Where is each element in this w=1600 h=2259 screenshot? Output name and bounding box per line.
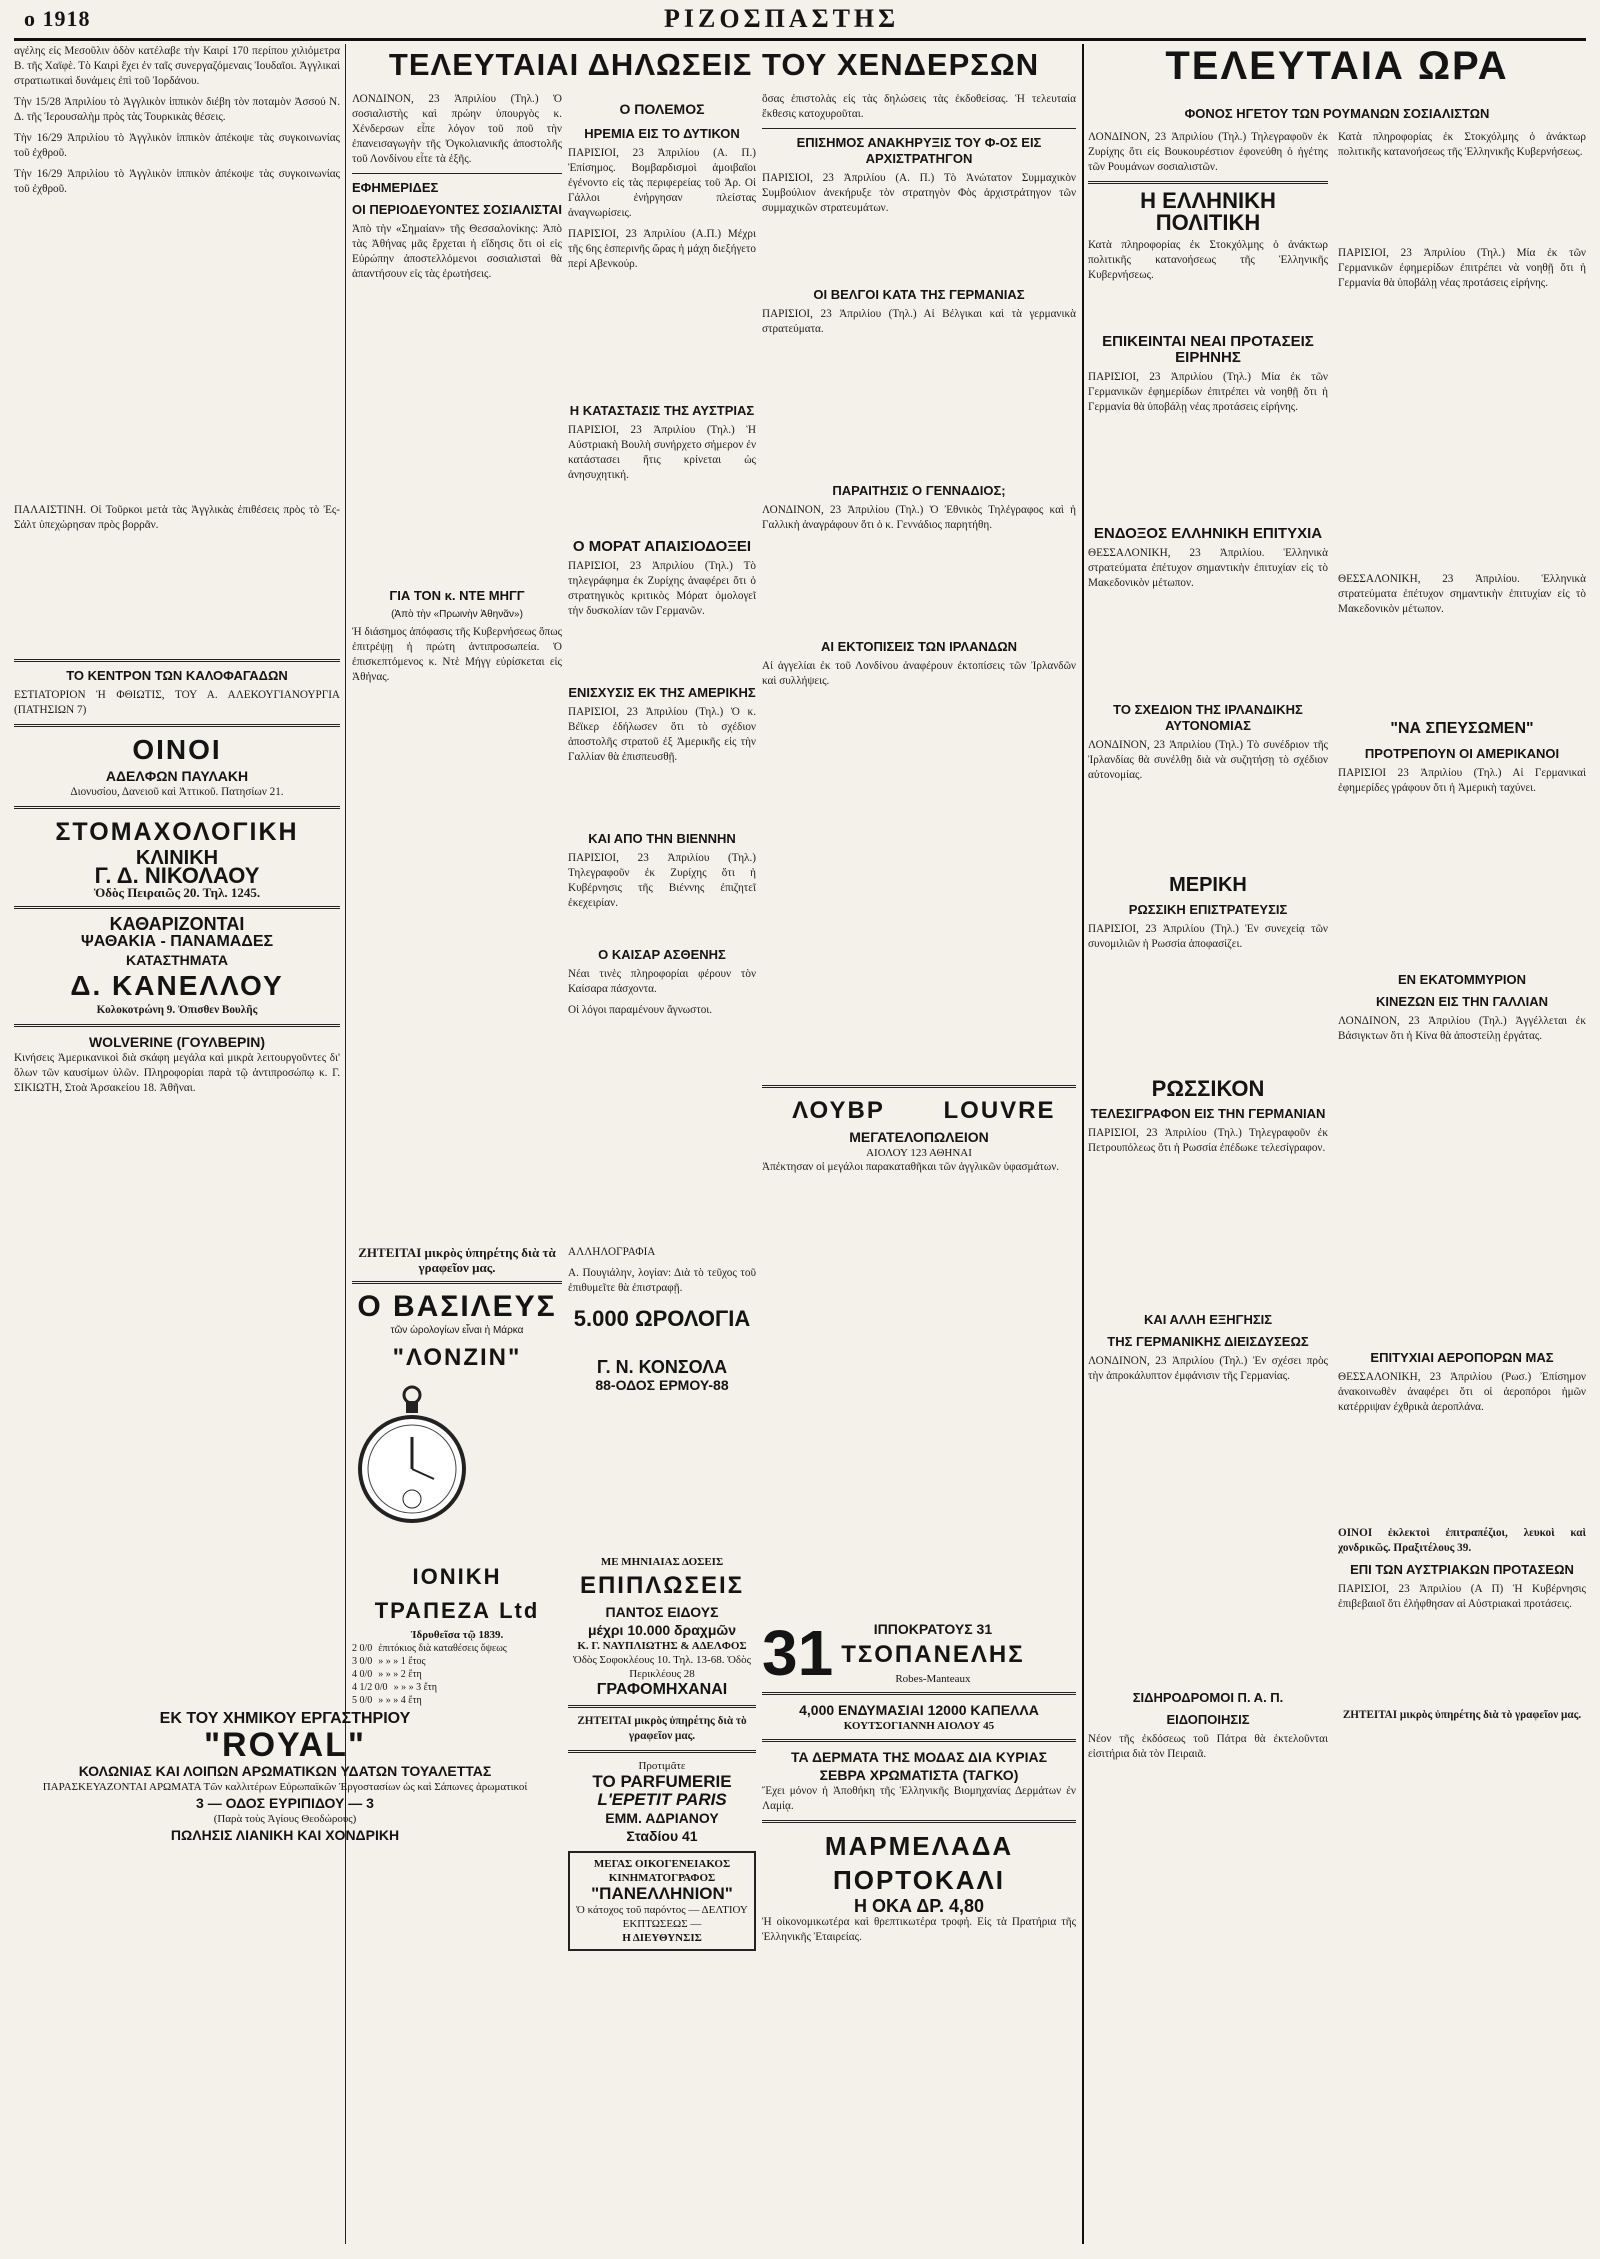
- ad-title: ΣΤΟΜΑΧΟΛΟΓΙΚΗ: [55, 818, 299, 846]
- masthead-title: ΡΙΖΟΣΠΑΣΤΗΣ: [664, 4, 900, 33]
- article-text: Κατὰ πληροφορίας ἐκ Στοκχόλμης ὁ ἀνάκτωρ πολιτικῆς κατανοήσεως τῆς Ἑλληνικῆς Κυβερνήσεως.: [1338, 131, 1586, 158]
- article-text: ΠΑΡΙΣΙΟΙ, 23 Ἀπριλίου (Τηλ.) Αἱ Βέλγικαι καὶ τὰ γερμανικὰ στρατεύματα.: [762, 308, 1076, 335]
- article-text: ΠΑΡΙΣΙΟΙ, 23 Ἀπριλίου (Τηλ.) Τηλεγραφοῦν ἐκ Ζυρίχης ὅτι ἡ Κυβέρνησις τῆς Βιέννης ἐπιζητεῖ ἐκεχειρίαν.: [568, 852, 756, 909]
- ad-subtitle: 88-ΟΔΟΣ ΕΡΜΟΥ-88: [595, 1377, 729, 1393]
- article-heading: Ο ΚΑΙΣΑΡ ΑΣΘΕΝΗΣ: [598, 947, 726, 962]
- main-header: [352, 44, 1076, 90]
- article-heading: ΑΙ ΕΚΤΟΠΙΣΕΙΣ ΤΩΝ ΙΡΛΑΝΔΩΝ: [820, 639, 1018, 654]
- article-text: ΟΙΝΟΙ ἐκλεκτοὶ ἐπιτραπέζιοι, λευκοὶ καὶ χονδρικῶς. Πραξιτέλους 39.: [1338, 1527, 1586, 1554]
- ad-text: ΖΗΤΕΙΤΑΙ μικρὸς ὑπηρέτης διὰ τὸ γραφεῖον μας.: [577, 1715, 747, 1742]
- ad-title: ΛΟΥΒΡ: [792, 1097, 885, 1124]
- column-rule: [345, 44, 346, 2244]
- article-text: ΠΑΡΙΣΙΟΙ, 23 Ἀπριλίου (Τηλ.) Ἡ Αὐστριακὴ Βουλὴ συνήρχετο σήμερον ἐν κατάστασει ἥτις κρίνεται ὡς ἀνησυχητική.: [568, 424, 756, 481]
- rate-label: ἐπιτόκιος διὰ καταθέσεις ὄψεως: [378, 1643, 507, 1654]
- right-header: [1088, 44, 1586, 104]
- article-text: Τὴν 15/28 Ἀπριλίου τὸ Ἀγγλικὸν ἱππικὸν διέβη τὸν ποταμὸν Ἀσσού Ν. Δ. τῆς Ἱερουσαλὴμ πρὸς τὰς Τουρκικὰς θέσεις.: [14, 96, 340, 123]
- ad-subtitle: ΣΕΒΡΑ ΧΡΩΜΑΤΙΣΤΑ (ΤΑΓΚΟ): [819, 1767, 1019, 1783]
- ad-text: Διονυσίου, Δανειοῦ καὶ Ἀττικοῦ. Πατησίων 21.: [70, 786, 284, 798]
- article-heading: Η ΚΑΤΑΣΤΑΣΙΣ ΤΗΣ ΑΥΣΤΡΙΑΣ: [569, 403, 755, 418]
- ad-subtitle: ΚΑΤΑΣΤΗΜΑΤΑ: [126, 952, 228, 968]
- louvre-ad: [762, 1094, 1076, 1128]
- column-5: [1088, 130, 1328, 2240]
- rate-row: [352, 1681, 562, 1694]
- ad-title: ΓΡΑΦΟΜΗΧΑΝΑΙ: [596, 1681, 728, 1698]
- article-heading: ΕΝ ΕΚΑΤΟΜΜΥΡΙΟΝ: [1398, 972, 1526, 987]
- article-text: αγέλης εἰς Μεσοῦλιν ὁδὸν κατέλαβε τὴν Καιρί 170 περίπου χιλιόμετρα Β. τῆς Χαϊφὲ. Τὸ Καιρὶ ἔχει ἐν ταῖς συνεργαζόμεναις Ἰουδαῖοι. Ἀγγλικαὶ στρατιωτικαὶ δυνάμεις ἐπὶ τοῦ Ἰορδάνου.: [14, 45, 340, 87]
- article-heading: ΕΝΙΣΧΥΣΙΣ ΕΚ ΤΗΣ ΑΜΕΡΙΚΗΣ: [568, 685, 756, 700]
- rate-period: 3 0/0: [352, 1656, 373, 1667]
- ad-title: 5.000 ΩΡΟΛΟΓΙΑ: [573, 1306, 751, 1331]
- article-text: ΠΑΡΙΣΙΟΙ, 23 Ἀπριλίου (Τηλ.) Μία ἐκ τῶν Γερμανικῶν ἐφημερίδων ἐπιτρέπει νὰ νοηθῇ ὅτι ἡ Γερμανία θὰ ὑποβάλῃ νέας προτάσεις εἰρήνης.: [1338, 247, 1586, 289]
- ad-subtitle: ΨΑΘΑΚΙΑ - ΠΑΝΑΜΑΔΕΣ: [80, 933, 274, 950]
- ad-text: Ἀπέκτησαν οἱ μεγάλοι παρακαταθῆκαι τῶν ἀγγλικῶν ὑφασμάτων.: [762, 1161, 1060, 1173]
- rate-row: [352, 1655, 562, 1668]
- article-heading: ΚΑΙ ΑΠΟ ΤΗΝ ΒΙΕΝΝΗΝ: [588, 831, 736, 846]
- ad-subtitle: ΑΔΕΛΦΩΝ ΠΑΥΛΑΚΗ: [105, 768, 249, 784]
- ad-subtitle: τῶν ὡρολογίων εἶναι ἡ Μάρκα: [390, 1325, 524, 1336]
- column-1: [14, 44, 340, 2254]
- right-headline: ΤΕΛΕΥΤΑΙΑ ΩΡΑ: [1165, 44, 1509, 88]
- article-heading: ΕΠΙΚΕΙΝΤΑΙ ΝΕΑΙ ΠΡΟΤΑΣΕΙΣ ΕΙΡΗΝΗΣ: [1102, 333, 1314, 366]
- ad-text: Κινήσεις Ἀμερικανικοὶ διὰ σκάφη μεγάλα καὶ μικρὰ λειτουργοῦντες δι' ὅλων τῶν καυσίμων ὑλῶν. Πληροφορίαι παρὰ τῷ ἀντιπροσώπῳ κ. Γ. ΣΙΚΙΩΤΗ, Στοὰ Ἀρσακείου 18. Ἀθῆναι.: [14, 1052, 340, 1094]
- ad-title: ΜΑΡΜΕΛΑΔΑ: [824, 1831, 1014, 1861]
- article-text: Τὴν 16/29 Ἀπριλίου τὸ Ἀγγλικὸν ἱππικὸν ἀπέκοψε τὰς συγκοινωνίας τοῦ ἐχθροῦ.: [14, 168, 340, 195]
- rate-period: 4 0/0: [352, 1669, 373, 1680]
- article-subheading: ΕΙΔΟΠΟΙΗΣΙΣ: [1166, 1712, 1250, 1727]
- article-heading: Ο ΜΟΡΑΤ ΑΠΑΙΣΙΟΔΟΞΕΙ: [572, 538, 752, 555]
- main-headline: ΤΕΛΕΥΤΑΙΑΙ ΔΗΛΩΣΕΙΣ ΤΟΥ ΧΕΝΔΕΡΣΩΝ: [388, 47, 1040, 82]
- ad-text: Robes-Manteaux: [895, 1673, 971, 1685]
- ad-subtitle: ΜΕΓΑΤΕΛΟΠΩΛΕΙΟΝ: [849, 1129, 989, 1145]
- ad-subtitle: Ἱδρυθεῖσα τῷ 1839.: [410, 1629, 504, 1641]
- pocket-watch-icon: [352, 1381, 472, 1531]
- right-subheader: [1088, 106, 1586, 126]
- article-heading: Ο ΠΟΛΕΜΟΣ: [619, 101, 705, 117]
- ad-text: Ὁδὸς Σοφοκλέους 10. Τηλ. 13-68. Ὁδὸς Περικλέους 28: [573, 1654, 751, 1680]
- article-text: Κατὰ πληροφορίας ἐκ Στοκχόλμης ὁ ἀνάκτωρ πολιτικῆς κατανοήσεως τῆς Ἑλληνικῆς Κυβερνήσεως.: [1088, 239, 1328, 281]
- article-text: Οἱ λόγοι παραμένουν ἄγνωστοι.: [568, 1004, 713, 1016]
- article-heading: ΜΕΡΙΚΗ: [1169, 874, 1247, 896]
- ad-text: ΖΗΤΕΙΤΑΙ μικρὸς ὑπηρέτης διὰ τὰ γραφεῖον μας.: [358, 1245, 556, 1275]
- masthead-year: ο 1918: [24, 6, 91, 31]
- cinema-ad: [568, 1851, 756, 1951]
- article-heading: ΚΑΙ ΑΛΛΗ ΕΞΗΓΗΣΙΣ: [1143, 1312, 1273, 1327]
- article-text: ΛΟΝΔΙΝΟΝ, 23 Ἀπριλίου (Τηλ.) Τὸ συνέδριον τῆς Ἰρλανδίας θὰ συνέλθῃ διὰ νὰ συζητήσῃ τὸ σχέδιον αὐτονομίας.: [1088, 739, 1328, 781]
- ad-subtitle: ΚΟΛΩΝΙΑΣ ΚΑΙ ΛΟΙΠΩΝ ΑΡΩΜΑΤΙΚΩΝ ΥΔΑΤΩΝ ΤΟΥΑΛΕΤΤΑΣ: [78, 1763, 492, 1779]
- article-heading: ΕΠΙ ΤΩΝ ΑΥΣΤΡΙΑΚΩΝ ΠΡΟΤΑΣΕΩΝ: [1350, 1562, 1574, 1577]
- article-text: Ἀπὸ τὴν «Σημαίαν» τῆς Θεσσαλονίκης: Ἀπὸ τὰς Ἀθήνας μᾶς ἔρχεται ἡ εἴδησις ὅτι οἱ εἰς Εὐρώπην ἀποστελλόμενοι σοσιαλισταὶ θὰ ἀπαντήσουν εἰς τὰς ἐρωτήσεις.: [352, 223, 562, 280]
- article-text: ΠΑΡΙΣΙΟΙ, 23 Ἀπριλίου (Τηλ.) Μία ἐκ τῶν Γερμανικῶν ἐφημερίδων ἐπιτρέπει νὰ νοηθῇ ὅτι ἡ Γερμανία θὰ ὑποβάλῃ νέας προτάσεις εἰρήνης.: [1088, 371, 1328, 413]
- ad-text: ΕΣΤΙΑΤΟΡΙΟΝ Ἡ ΦΘΙΩΤΙΣ, ΤΟΥ Α. ΑΛΕΚΟΥΓΙΑΝΟΥΡΓΙΑ (ΠΑΤΗΣΙΩΝ 7): [14, 689, 340, 716]
- ad-title: L'EPETIT PARIS: [597, 1790, 727, 1809]
- column-6: [1338, 130, 1586, 2240]
- ad-text: ΑΙΟΛΟΥ 123 ΑΘΗΝΑΙ: [866, 1147, 972, 1159]
- article-subheading: ΤΕΛΕΣΙΓΡΑΦΟΝ ΕΙΣ ΤΗΝ ΓΕΡΜΑΝΙΑΝ: [1090, 1106, 1326, 1121]
- ad-subtitle: ΠΑΝΤΟΣ ΕΙΔΟΥΣ: [605, 1604, 719, 1620]
- ad-title: LOUVRE: [943, 1097, 1056, 1124]
- ad-title: "ΠΑΝΕΛΛΗΝΙΟΝ": [591, 1884, 733, 1903]
- article-text: ΠΑΡΙΣΙΟΙ, 23 Ἀπριλίου (Α. Π.) Τὸ Ἀνώτατον Συμμαχικὸν Συμβούλιον ἀνεκήρυξε τὸν στρατηγὸν Φὸς ἀρχιστράτηγον τῶν συμμαχικῶν στρατευμάτων.: [762, 172, 1076, 214]
- rate-period: 5 0/0: [352, 1695, 373, 1706]
- rate-label: » » » 3 ἔτη: [393, 1682, 438, 1693]
- ad-heading: ΕΚ ΤΟΥ ΧΗΜΙΚΟΥ ΕΡΓΑΣΤΗΡΙΟΥ: [159, 1710, 411, 1727]
- rate-row: [352, 1642, 562, 1655]
- rate-label: » » » 1 ἔτος: [378, 1656, 426, 1667]
- rate-label: » » » 2 ἔτη: [378, 1669, 422, 1680]
- article-text: ΘΕΣΣΑΛΟΝΙΚΗ, 23 Ἀπριλίου (Ρωσ.) Ἐπίσημον ἀνακοινωθὲν ἀναφέρει ὅτι οἱ ἀεροπόροι ἡμῶν κατέρριψαν ἐχθρικὰ ἀεροπλάνα.: [1338, 1371, 1586, 1413]
- article-text: Α. Πουγιάλην, λογίαν: Διὰ τὸ τεῦχος τοῦ ἐπιθυμεῖτε θὰ ἐπιστραφῇ.: [568, 1267, 756, 1294]
- article-text: ΠΑΡΙΣΙΟΙ 23 Ἀπριλίου (Τηλ.) Αἱ Γερμανικαὶ ἐφημερίδες γράφουν ὅτι ἡ Ἀμερικὴ ταχύνει.: [1338, 767, 1586, 794]
- ad-title: ΤΣΟΠΑΝΕΛΗΣ: [841, 1641, 1025, 1668]
- article-heading: ΕΝΔΟΞΟΣ ΕΛΛΗΝΙΚΗ ΕΠΙΤΥΧΙΑ: [1093, 525, 1323, 542]
- rate-label: » » » 4 ἔτη: [378, 1695, 422, 1706]
- ad-subtitle: ΕΜΜ. ΑΔΡΙΑΝΟΥ: [605, 1810, 719, 1826]
- masthead: [14, 4, 1586, 41]
- article-text: ΑΛΛΗΛΟΓΡΑΦΙΑ: [568, 1246, 656, 1258]
- ad-title: ΠΟΡΤΟΚΑΛΙ: [832, 1865, 1006, 1895]
- article-heading: ΕΠΙΣΗΜΟΣ ΑΝΑΚΗΡΥΞΙΣ ΤΟΥ Φ-ΟΣ ΕΙΣ ΑΡΧΙΣΤΡΑΤΗΓΟΝ: [796, 135, 1042, 166]
- article-subheading: ΤΗΣ ΓΕΡΜΑΝΙΚΗΣ ΔΙΕΙΣΔΥΣΕΩΣ: [1107, 1334, 1309, 1349]
- ad-subtitle: μέχρι 10.000 δραχμῶν: [587, 1622, 737, 1638]
- article-heading: ΗΡΕΜΙΑ ΕΙΣ ΤΟ ΔΥΤΙΚΟΝ: [584, 126, 740, 141]
- ad-text: Ἡ οἰκονομικωτέρα καὶ θρεπτικωτέρα τροφή. Εἰς τὰ Πρατήρια τῆς Ἑλληνικῆς Ἑταιρείας.: [762, 1916, 1076, 1943]
- article-subheading: ΚΙΝΕΖΩΝ ΕΙΣ ΤΗΝ ΓΑΛΛΙΑΝ: [1376, 994, 1548, 1009]
- article-text: Ἡ διάσημος ἀπόφασις τῆς Κυβερνήσεως ὅπως ἐπιτρέψῃ ἡ πρώτη ἀντιπροσωπεία. Ὁ ἐπισκεπτόμενος κ. Ντὲ Μήγγ εὐρίσκεται εἰς Ἀθήνας.: [352, 626, 562, 683]
- article-text: ὅσας ἐπιστολὰς εἰς τὰς δηλώσεις τὰς ἐκδοθείσας. Ἡ τελευταία ἔκθεσις κατοχυροῦται.: [762, 93, 1076, 120]
- article-text: ΛΟΝΔΙΝΟΝ, 23 Ἀπριλίου (Τηλ.) Ὁ Ἐθνικὸς Τηλέγραφος καὶ ἡ Γαλλικὴ ἀναγράφουν ὅτι ὁ κ. Γεννάδιος παρητήθη.: [762, 504, 1076, 531]
- article-text: ΠΑΡΙΣΙΟΙ, 23 Ἀπριλίου (Τηλ.) Τηλεγραφοῦν ἐκ Πετρουπόλεως ὅτι ἡ Ρωσσία ἐπέδωκε τελεσίγραφον.: [1088, 1127, 1328, 1154]
- ad-title: ΚΑΘΑΡΙΖΟΝΤΑΙ: [109, 914, 245, 934]
- rate-period: 4 1/2 0/0: [352, 1682, 388, 1693]
- rate-row: [352, 1694, 562, 1707]
- ad-text: Ἔχει μόνον ἡ Ἀποθήκη τῆς Ἑλληνικῆς Βιομηχανίας Δερμάτων ἐν Λαμίᾳ.: [762, 1785, 1076, 1812]
- article-text: ΠΑΡΙΣΙΟΙ, 23 Ἀπριλίου (Τηλ.) Ἐν συνεχείᾳ τῶν συνομιλιῶν ἡ Ρωσσία ἀποφασίζει.: [1088, 923, 1328, 950]
- ad-subtitle: ΙΠΠΟΚΡΑΤΟΥΣ 31: [873, 1621, 993, 1637]
- column-3: [762, 92, 1076, 1612]
- article-text: ΛΟΝΔΙΝΟΝ, 23 Ἀπριλίου (Τηλ.) Ἐν σχέσει πρὸς τὴν ἀπροκάλυπτον ἐμφάνισιν τῆς Γερμανίας.: [1088, 1355, 1328, 1382]
- ad-price: Η ΟΚΑ ΔΡ. 4,80: [853, 1896, 984, 1916]
- rates-table: [352, 1642, 562, 1707]
- article-text: ΠΑΛΑΙΣΤΙΝΗ. Οἱ Τοῦρκοι μετὰ τὰς Ἀγγλικὰς ἐπιθέσεις πρὸς τὸ Ἐς-Σάλτ ὑπεχώρησαν πρὸς βορρᾶν.: [14, 504, 340, 531]
- article-subheading: (Ἀπὸ τὴν «Πρωινὴν Ἀθηνᾶν»): [391, 609, 523, 620]
- ad-text: ΚΟΥΤΣΟΓΙΑΝΝΗ ΑΙΟΛΟΥ 45: [843, 1720, 995, 1732]
- ad-text: Κολοκοτρώνη 9. Ὀπισθεν Βουλῆς: [96, 1004, 258, 1016]
- ad-title: 4,000 ΕΝΔΥΜΑΣΙΑΙ 12000 ΚΑΠΕΛΛΑ: [799, 1702, 1039, 1718]
- article-heading: Η ΕΛΛΗΝΙΚΗ ΠΟΛΙΤΙΚΗ: [1140, 188, 1276, 235]
- article-text: Νέαι τινὲς πληροφορίαι φέρουν τὸν Καίσαρα πάσχοντα.: [568, 968, 756, 995]
- ad-title: "ΛΟΝΖΙΝ": [392, 1344, 522, 1371]
- ad-title: Ο ΒΑΣΙΛΕΥΣ: [357, 1290, 557, 1323]
- section-heading: ΕΦΗΜΕΡΙΔΕΣ: [352, 180, 439, 195]
- article-heading: ΣΙΔΗΡΟΔΡΟΜΟΙ Π. Α. Π.: [1132, 1690, 1284, 1705]
- ad-text: Ὁ κάτοχος τοῦ παρόντος — ΔΕΛΤΙΟΥ ΕΚΠΤΩΣΕΩΣ —: [576, 1904, 748, 1930]
- ionian-bank-ad: [352, 1560, 562, 1706]
- column-rule: [1082, 44, 1084, 2244]
- article-text: ΠΑΡΙΣΙΟΙ, 23 Ἀπριλίου (Α.Π.) Μέχρι τῆς 6ης ἑσπερινῆς ὥρας ἡ μάχη διεξήγετο περί Αβενκούρ.: [568, 228, 756, 270]
- article-text: ΘΕΣΣΑΛΟΝΙΚΗ, 23 Ἀπριλίου. Ἑλληνικὰ στρατεύματα ἐπέτυχον σημαντικὴν ἐπιτυχίαν εἰς τὸ Μακεδονικὸν μέτωπον.: [1338, 573, 1586, 615]
- column-2b: [568, 92, 756, 1242]
- column-2: [352, 92, 562, 1242]
- ad-title: ΤΑ ΔΕΡΜΑΤΑ ΤΗΣ ΜΟΔΑΣ ΔΙΑ ΚΥΡΙΑΣ: [790, 1749, 1048, 1765]
- ad-text: (Παρὰ τοὺς Ἁγίους Θεοδώρους): [213, 1813, 357, 1825]
- article-heading: ΟΙ ΠΕΡΙΟΔΕΥΟΝΤΕΣ ΣΟΣΙΑΛΙΣΤΑΙ: [352, 202, 562, 217]
- article-text: ΛΟΝΔΙΝΟΝ, 23 Ἀπριλίου (Τηλ.) Ὁ σοσιαλιστὴς καὶ πρώην ὑπουργὸς κ. Χένδερσων εἶπε λόγον τοῦ ποῦ τὴν ἐπανεισαγωγὴν τῆς Ὀγκολιανικῆς ἀποστολῆς τοῦ Λονδίνου εἶτε τὰ ἐξῆς.: [352, 93, 562, 165]
- article-heading: ΡΩΣΣΙΚΟΝ: [1151, 1076, 1265, 1101]
- ad-subtitle: ΠΩΛΗΣΙΣ ΛΙΑΝΙΚΗ ΚΑΙ ΧΟΝΔΡΙΚΗ: [170, 1827, 400, 1843]
- ad-text: Κ. Γ. ΝΑΥΠΛΙΩΤΗΣ & ΑΔΕΛΦΟΣ: [577, 1640, 747, 1652]
- article-text: ΠΑΡΙΣΙΟΙ, 23 Ἀπριλίου (Τηλ.) Τὸ τηλεγράφημα ἐκ Ζυρίχης ἀναφέρει ὅτι ὁ στρατηγικὸς κριτικὸς Μόρατ ὁμολογεῖ τὴν δυσκολίαν τῶν Γερμανῶν.: [568, 560, 756, 617]
- article-heading: ΓΙΑ ΤΟΝ κ. ΝΤΕ ΜΗΓΓ: [389, 588, 525, 603]
- rate-row: [352, 1668, 562, 1681]
- tsopanelis-ad: [762, 1617, 1076, 1689]
- article-heading: ΟΙ ΒΕΛΓΟΙ ΚΑΤΑ ΤΗΣ ΓΕΡΜΑΝΙΑΣ: [813, 287, 1025, 302]
- ad-title: ΕΠΙΠΛΩΣΕΙΣ: [579, 1572, 745, 1599]
- ad-text: ΜΕΓΑΣ ΟΙΚΟΓΕΝΕΙΑΚΟΣ ΚΙΝΗΜΑΤΟΓΡΑΦΟΣ: [593, 1858, 731, 1884]
- article-subheading: ΠΡΟΤΡΕΠΟΥΝ ΟΙ ΑΜΕΡΙΚΑΝΟΙ: [1364, 746, 1560, 761]
- ad-text: Η ΔΙΕΥΘΥΝΣΙΣ: [622, 1932, 702, 1944]
- ads-right-middle: [762, 1617, 1076, 2240]
- ad-title: "ROYAL": [203, 1726, 367, 1764]
- article-heading: "ΝΑ ΣΠΕΥΣΩΜΕΝ": [1390, 720, 1534, 737]
- article-subheading: ΡΩΣΣΙΚΗ ΕΠΙΣΤΡΑΤΕΥΣΙΣ: [1128, 902, 1288, 917]
- article-text: ΠΑΡΙΣΙΟΙ, 23 Ἀπριλίου (Α Π) Ἡ Κυβέρνησις ἐπιβεβαιοῖ ὅτι ἐλήφθησαν αἱ Αὐστριακαὶ προτάσεις.: [1338, 1583, 1586, 1610]
- ad-title: ΤΟ PARFUMERIE: [592, 1772, 732, 1791]
- article-text: ΘΕΣΣΑΛΟΝΙΚΗ, 23 Ἀπριλίου. Ἑλληνικὰ στρατεύματα ἐπέτυχον σημαντικὴν ἐπιτυχίαν εἰς τὸ Μακεδονικὸν μέτωπον.: [1088, 547, 1328, 589]
- article-text: ΠΑΡΙΣΙΟΙ, 23 Ἀπριλίου (Α. Π.) Ἐπίσημος. Βομβαρδισμοὶ ἀμοιβαῖοι ἐγένοντο εἰς τὰς περιφερείας τοῦ Ἀρ. Οἱ Γάλλοι ἐνήργησαν πλείστας ἀναγνωρίσεις.: [568, 147, 756, 219]
- ad-text: ΖΗΤΕΙΤΑΙ μικρὸς ὑπηρέτης διὰ τὸ γραφεῖον μας.: [1342, 1709, 1582, 1721]
- ad-title: WOLVERINE (ΓΟΥΛΒΕΡΙΝ): [88, 1034, 266, 1050]
- ad-subtitle: 3 — ΟΔΟΣ ΕΥΡΙΠΙΔΟΥ — 3: [196, 1795, 374, 1811]
- article-text: ΛΟΝΔΙΝΟΝ, 23 Ἀπριλίου (Τηλ.) Ἀγγέλλεται ἐκ Βάσιγκτων ὅτι ἡ Κίνα θὰ ἀποστείλῃ ἐργάτας.: [1338, 1015, 1586, 1042]
- article-text: Νέον τῆς ἐκδόσεως τοῦ Πάτρα θὰ ἐκτελοῦνται εἰσιτήρια διὰ τὸν Πειραιᾶ.: [1088, 1733, 1328, 1760]
- right-subheadline: ΦΟΝΟΣ ΗΓΕΤΟΥ ΤΩΝ ΡΟΥΜΑΝΩΝ ΣΟΣΙΑΛΙΣΤΩΝ: [1184, 106, 1490, 121]
- article-heading: ΤΟ ΣΧΕΔΙΟΝ ΤΗΣ ΙΡΛΑΝΔΙΚΗΣ ΑΥΤΟΝΟΜΙΑΣ: [1113, 702, 1303, 733]
- ad-number: 31: [762, 1617, 834, 1689]
- article-text: Τὴν 16/29 Ἀπριλίου τὸ Ἀγγλικὸν ἱππικὸν ἀπέκοψε τὰς συγκοινωνίας τοῦ ἐχθροῦ.: [14, 132, 340, 159]
- ad-subtitle: Σταδίου 41: [626, 1828, 698, 1844]
- ad-subtitle: ΚΛΙΝΙΚΗ: [135, 847, 219, 869]
- rate-period: 2 0/0: [352, 1643, 373, 1654]
- ad-title: ΟΙΝΟΙ: [132, 734, 222, 765]
- ad-text: Προτιμᾶτε: [638, 1760, 686, 1772]
- ad-title: Γ. Ν. ΚΟΝΣΟΛΑ: [596, 1357, 728, 1377]
- ad-title: Δ. ΚΑΝΕΛΛΟΥ: [70, 970, 284, 1001]
- ads-middle: [568, 1555, 756, 2245]
- article-heading: ΕΠΙΤΥΧΙΑΙ ΑΕΡΟΠΟΡΩΝ ΜΑΣ: [1370, 1350, 1554, 1365]
- ad-text: ΠΑΡΑΣΚΕΥΑΖΟΝΤΑΙ ΑΡΩΜΑΤΑ Τῶν καλλιτέρων Εὐρωπαϊκῶν Ἐργοστασίων ὡς καὶ Σάπωνες ἀρωματικοί: [42, 1781, 528, 1793]
- article-text: ΠΑΡΙΣΙΟΙ, 23 Ἀπριλίου (Τηλ.) Ὁ κ. Βέϊκερ ἐδήλωσεν ὅτι τὸ σχέδιον ἀποστολῆς στρατοῦ ἐξ Ἀμερικῆς εἰς τὴν Γαλλίαν θὰ ἐπισπευσθῇ.: [568, 706, 756, 763]
- ad-heading: ΤΟ ΚΕΝΤΡΟΝ ΤΩΝ ΚΑΛΟΦΑΓΑΔΩΝ: [66, 668, 288, 683]
- ad-text: Ὁδὸς Πειραιῶς 20. Τηλ. 1245.: [93, 885, 261, 900]
- article-text: ΛΟΝΔΙΝΟΝ, 23 Ἀπριλίου (Τηλ.) Τηλεγραφοῦν ἐκ Ζυρίχης ὅτι εἰς Βουκουρέστιον ἐφονεύθη ὁ ἡγέτης τῶν Ρουμάνων σοσιαλιστῶν.: [1088, 131, 1328, 173]
- ad-subtitle: Γ. Δ. ΝΙΚΟΛΑΟΥ: [94, 863, 260, 888]
- ad-title: ΙΟΝΙΚΗ ΤΡΑΠΕΖΑ Ltd: [374, 1564, 540, 1623]
- royal-ad: [14, 1710, 556, 1910]
- article-text: Αἱ ἀγγελίαι ἐκ τοῦ Λονδίνου ἀναφέρουν ἐκτοπίσεις τῶν Ἰρλανδῶν καὶ συλλήψεις.: [762, 660, 1076, 687]
- article-heading: ΠΑΡΑΙΤΗΣΙΣ Ο ΓΕΝΝΑΔΙΟΣ;: [832, 483, 1006, 498]
- zit-ad: [352, 1245, 562, 1545]
- ad-text: ΜΕ ΜΗΝΙΑΙΑΣ ΔΟΣΕΙΣ: [600, 1556, 724, 1568]
- watch-ad-side: [568, 1245, 756, 1545]
